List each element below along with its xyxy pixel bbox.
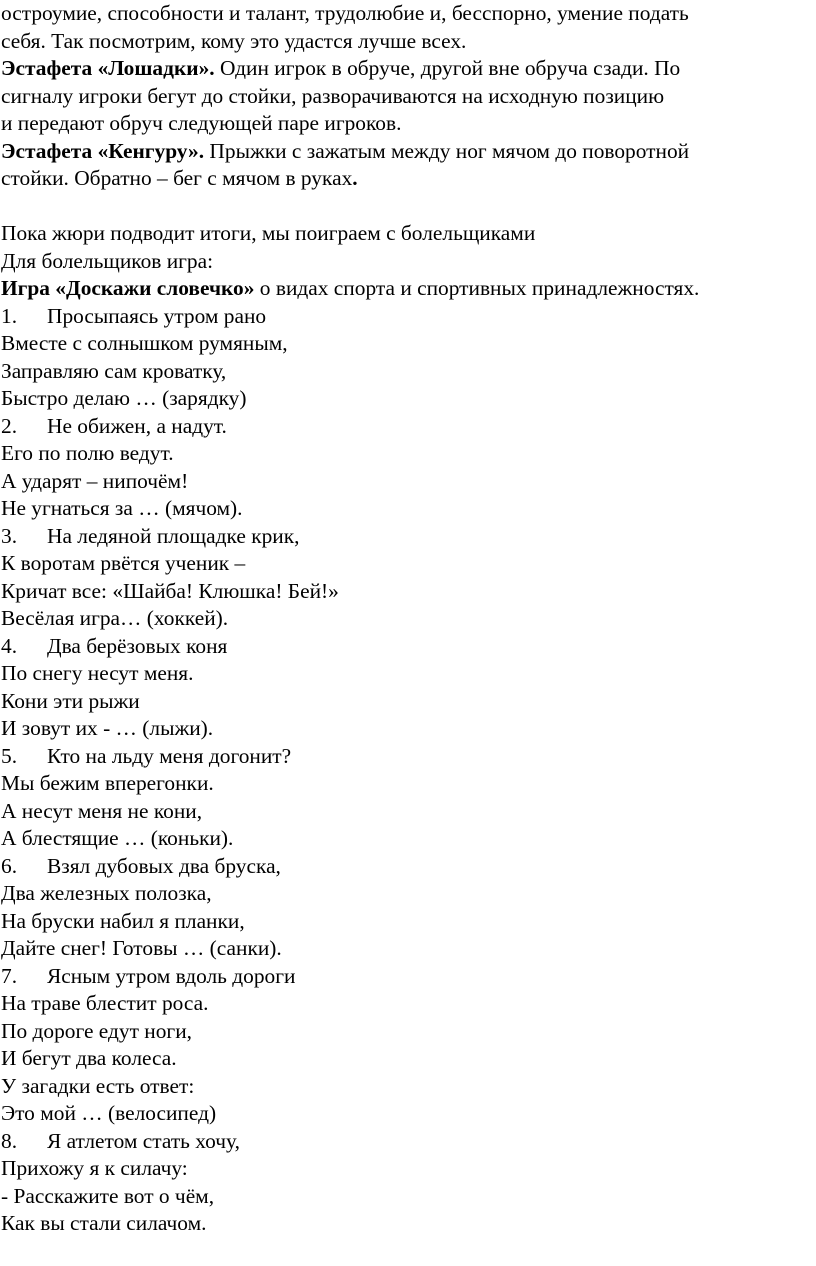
relay-kangaroo-title: Эстафета «Кенгуру». — [1, 138, 205, 163]
riddle-list — [1, 303, 810, 1238]
riddle-line — [1, 578, 810, 606]
riddle-line — [1, 908, 810, 936]
riddle-text: Заправляю сам кроватку, — [1, 358, 227, 383]
relay-horses-line-1: Эстафета «Лошадки». Один игрок в обруче, другой вне обруча сзади. По — [1, 56, 681, 80]
riddle-text: И зовут их - … (лыжи). — [1, 716, 214, 740]
relay-kangaroo-line-2: стойки. Обратно – бег с мячом в руках. — [1, 166, 358, 190]
riddle-text: Кричат все: «Шайба! Клюшка! Бей!» — [1, 578, 339, 603]
riddle-number: 8. — [1, 1128, 18, 1153]
riddle-line — [1, 770, 810, 798]
riddle-number: 2. — [1, 413, 18, 438]
riddle-number: 3. — [1, 523, 18, 548]
riddle-text: На траве блестит роса. — [1, 991, 209, 1015]
riddle-text: Просыпаясь утром рано — [47, 303, 267, 328]
riddle-text: Это мой … (велосипед) — [1, 1101, 217, 1125]
riddle-text: Ясным утром вдоль дороги — [47, 963, 296, 988]
riddle-text: К воротам рвётся ученик – — [1, 551, 246, 575]
relay-horses-line-3: и передают обруч следующей паре игроков. — [1, 111, 402, 135]
riddle-text: По снегу несут меня. — [1, 661, 194, 685]
riddle-line — [1, 1045, 810, 1073]
riddle-text: Два железных полозка, — [1, 881, 212, 905]
riddle-first-line — [1, 303, 810, 331]
riddle-line — [1, 1183, 810, 1211]
riddle-text: На ледяной площадке крик, — [47, 523, 300, 548]
game-heading: Игра «Доскажи словечко» о видах спорта и спортивных принадлежностях. — [1, 276, 700, 300]
riddle-line — [1, 1155, 810, 1183]
game-title: Игра «Доскажи словечко» — [1, 276, 255, 300]
riddle-text: У загадки есть ответ: — [1, 1073, 195, 1098]
riddle-line — [1, 468, 810, 496]
riddle-line — [1, 1018, 810, 1046]
riddle-line — [1, 825, 810, 853]
riddle-text: Весёлая игра… (хоккей). — [1, 606, 229, 630]
riddle-number: 5. — [1, 743, 18, 768]
riddle-line — [1, 385, 810, 413]
riddle-text: Его по полю ведут. — [1, 441, 174, 465]
riddle-text: Взял дубовых два бруска, — [47, 853, 281, 878]
riddle-number: 1. — [1, 303, 18, 328]
fans-line-1: Пока жюри подводит итоги, мы поиграем с болельщиками — [1, 221, 536, 245]
blank-line — [1, 193, 810, 221]
riddle-line — [1, 660, 810, 688]
riddle-text: Дайте снег! Готовы … (санки). — [1, 936, 282, 960]
riddle-line — [1, 798, 810, 826]
riddle-line — [1, 605, 810, 633]
riddle-line — [1, 990, 810, 1018]
riddle-first-line — [1, 963, 810, 991]
riddle-first-line — [1, 413, 810, 441]
intro-line-2: себя. Так посмотрим, кому это удастся лучше всех. — [1, 28, 467, 53]
riddle-line — [1, 715, 810, 743]
riddle-first-line — [1, 523, 810, 551]
fans-line-2: Для болельщиков игра: — [1, 248, 214, 273]
riddle-number: 7. — [1, 963, 18, 988]
relay-horses-title: Эстафета «Лошадки». — [1, 56, 215, 80]
riddle-text: На бруски набил я планки, — [1, 908, 245, 933]
riddle-line — [1, 440, 810, 468]
riddle-line — [1, 330, 810, 358]
riddle-text: Прихожу я к силачу: — [1, 1156, 188, 1180]
riddle-first-line — [1, 1128, 810, 1156]
riddle-line — [1, 358, 810, 386]
riddle-line — [1, 1210, 810, 1238]
relay-horses-line-2: сигналу игроки бегут до стойки, разворачиваются на исходную позицию — [1, 83, 665, 108]
riddle-text: Вместе с солнышком румяным, — [1, 331, 288, 355]
riddle-line — [1, 935, 810, 963]
relay-kangaroo-line-1: Эстафета «Кенгуру». Прыжки с зажатым между ног мячом до поворотной — [1, 138, 690, 163]
riddle-text: Мы бежим вперегонки. — [1, 771, 214, 795]
intro-line-1: остроумие, способности и талант, трудолюбие и, бесспорно, умение подать — [1, 1, 689, 25]
riddle-first-line — [1, 853, 810, 881]
riddle-text: А блестящие … (коньки). — [1, 826, 234, 850]
riddle-number: 4. — [1, 633, 18, 658]
riddle-line — [1, 495, 810, 523]
riddle-text: Быстро делаю … (зарядку) — [1, 386, 247, 410]
riddle-text: А ударят – нипочём! — [1, 468, 189, 493]
riddle-line — [1, 1073, 810, 1101]
riddle-text: Не обижен, а надут. — [47, 413, 227, 438]
riddle-text: Не угнаться за … (мячом). — [1, 496, 243, 520]
riddle-first-line — [1, 743, 810, 771]
riddle-number: 6. — [1, 853, 18, 878]
riddle-text: А несут меня не кони, — [1, 798, 203, 823]
riddle-text: По дороге едут ноги, — [1, 1018, 192, 1043]
riddle-first-line — [1, 633, 810, 661]
riddle-text: Как вы стали силачом. — [1, 1211, 207, 1235]
riddle-line — [1, 1100, 810, 1128]
riddle-text: И бегут два колеса. — [1, 1046, 177, 1070]
riddle-text: Кони эти рыжи — [1, 688, 140, 713]
riddle-text: Кто на льду меня догонит? — [47, 743, 292, 768]
riddle-text: Я атлетом стать хочу, — [47, 1128, 240, 1153]
riddle-line — [1, 688, 810, 716]
riddle-line — [1, 880, 810, 908]
riddle-text: - Расскажите вот о чём, — [1, 1183, 215, 1208]
riddle-line — [1, 550, 810, 578]
riddle-text: Два берёзовых коня — [47, 633, 228, 658]
